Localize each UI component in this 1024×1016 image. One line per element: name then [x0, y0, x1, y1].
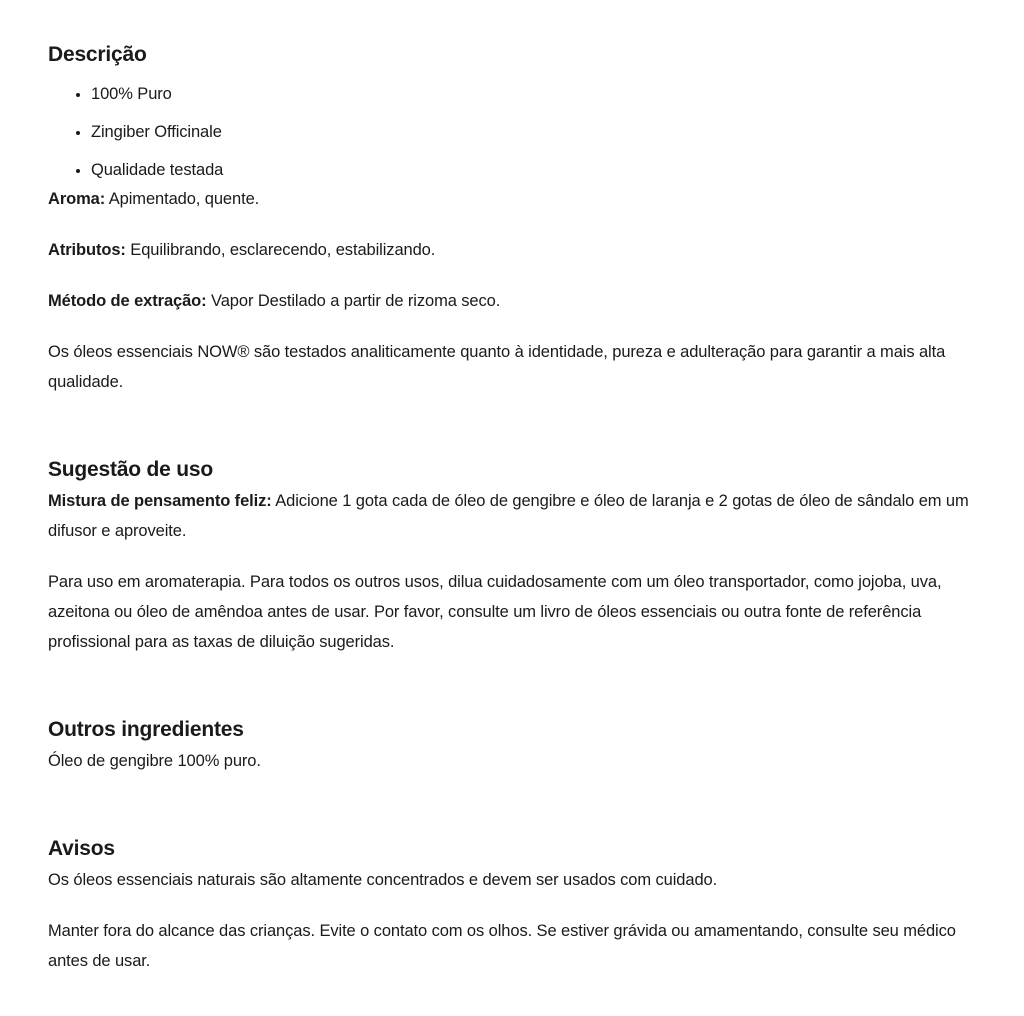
section-sugestao: [48, 455, 984, 657]
section-descricao: [48, 40, 984, 397]
aroma-value: Apimentado, quente.: [105, 190, 260, 208]
quality-paragraph: Os óleos essenciais NOW® são testados analiticamente quanto à identidade, pureza e adulteração para garantir a mais alta qualidade.: [48, 343, 946, 391]
metodo-line: [48, 286, 984, 316]
warning-text-1: Os óleos essenciais naturais são altamente concentrados e devem ser usados com cuidado.: [48, 871, 718, 889]
list-item: • Qualidade testada: [91, 151, 984, 189]
section-title-sugestao: Sugestão de uso: [48, 458, 214, 481]
atributos-line: [48, 235, 984, 265]
list-item: • 100% Puro: [91, 75, 984, 113]
mistura-paragraph: [48, 486, 984, 546]
section-avisos: [48, 834, 984, 976]
aroma-label: Aroma:: [48, 190, 106, 208]
section-title-outros: Outros ingredientes: [48, 718, 244, 741]
metodo-value: Vapor Destilado a partir de rizoma seco.: [206, 292, 501, 310]
section-title-descricao: Descrição: [48, 43, 147, 66]
mistura-value: Adicione 1 gota cada de óleo de gengibre e óleo de laranja e 2 gotas de óleo de sândalo em um difusor e aproveite.: [48, 492, 969, 540]
aroma-line: [48, 184, 984, 214]
feature-list: [48, 75, 984, 189]
section-outros: [48, 715, 984, 776]
atributos-label: Atributos:: [48, 241, 126, 259]
atributos-value: Equilibrando, esclarecendo, estabilizando.: [125, 241, 436, 259]
section-title-avisos: Avisos: [48, 837, 115, 860]
list-item: • Zingiber Officinale: [91, 113, 984, 151]
warning-text-2: Manter fora do alcance das crianças. Evite o contato com os olhos. Se estiver grávida ou amamentando, consulte seu médico antes de usar.: [48, 922, 956, 970]
usage-paragraph: Para uso em aromaterapia. Para todos os outros usos, dilua cuidadosamente com um óleo transportador, como jojoba, uva, azeitona ou óleo de amêndoa antes de usar. Por favor, consulte um livro de óleos essenciais ou outra fonte de referência profissional para as taxas de diluição sugeridas.: [48, 573, 942, 651]
ingredients-text: Óleo de gengibre 100% puro.: [48, 752, 261, 770]
metodo-label: Método de extração:: [48, 292, 207, 310]
mistura-label: Mistura de pensamento feliz:: [48, 492, 272, 510]
